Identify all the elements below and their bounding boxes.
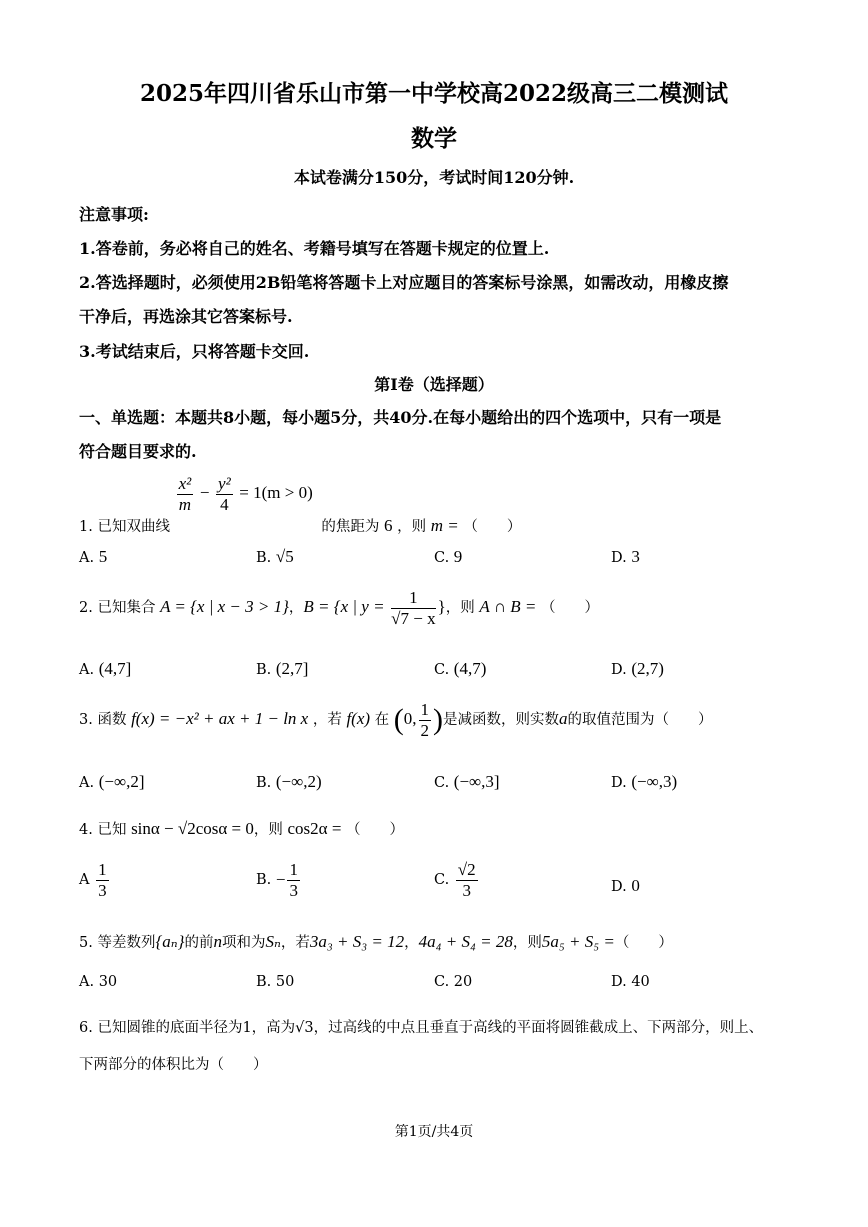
minus-sign: − xyxy=(199,483,210,503)
question-number: 6. xyxy=(79,1020,93,1036)
notice-item-2-line2: 干净后，再选涂其它答案标号. xyxy=(79,307,293,326)
function-name: f(x) xyxy=(346,709,371,729)
right-paren: ) xyxy=(433,703,443,737)
option-a: A. (−∞,2] xyxy=(79,772,145,791)
question-3 xyxy=(79,700,713,740)
question-text: 已知 xyxy=(97,822,127,838)
variable-a: a xyxy=(559,709,568,729)
question-text: 项和为 xyxy=(221,935,266,951)
question-text: 在 xyxy=(374,712,390,729)
option-a: A. 30 xyxy=(79,974,118,990)
option-b: B. √5 xyxy=(256,547,294,566)
option-a: A. (4,7] xyxy=(79,659,132,678)
function-expression: f(x) = −x² + ax + 1 − ln x xyxy=(131,709,309,729)
option-c: C. 20 xyxy=(434,974,473,990)
question-text: ，若 xyxy=(312,712,342,729)
question-number: 2. xyxy=(79,600,93,617)
question-text: 的前 xyxy=(184,935,214,951)
option-d: D. (2,7) xyxy=(611,659,664,678)
question-text: ，则 xyxy=(445,600,475,617)
fraction-y2-over-4: $\frac{\text{y²}}{4}$ xyxy=(218,474,231,514)
question-text: 已知圆锥的底面半径为1，高为√3，过高线的中点且垂直于高线的平面将圆锥截成上、下两部分，则上、 xyxy=(97,1020,764,1036)
question-2 xyxy=(79,588,599,628)
option-a: A $\frac{1}{3}$ xyxy=(79,860,107,900)
section-instruction-line1: 一、单选题：本题共8小题，每小题5分，共40分.在每小题给出的四个选项中，只有一项是 xyxy=(79,408,722,427)
question-text: 的取值范围为（ ） xyxy=(567,712,713,729)
trig-equation: sinα − √2cosα = 0 xyxy=(131,819,254,838)
option-a: A. 5 xyxy=(79,547,108,566)
trig-expression: cos2α = xyxy=(287,819,342,838)
subject-title: 数学 xyxy=(411,125,457,152)
intersection-expression: A ∩ B = xyxy=(479,597,537,617)
sequence-symbol: {aₙ} xyxy=(155,932,185,951)
option-b: B. (2,7] xyxy=(256,659,309,678)
option-c: C. $\frac{√2}{3}$ xyxy=(434,860,476,900)
notice-item-3: 3.考试结束后，只将答题卡交回. xyxy=(79,342,310,361)
exam-title: 2025年四川省乐山市第一中学校高2022级高三二模测试 xyxy=(139,80,729,107)
sum-symbol: Sₙ xyxy=(265,932,281,951)
fraction-option-a: $\frac{1}{3}$ xyxy=(98,860,107,900)
option-d: D. 40 xyxy=(611,974,650,990)
question-text: ，则 xyxy=(397,519,427,536)
equation-rhs: = 1(m > 0) xyxy=(239,483,313,503)
notice-heading: 注意事项: xyxy=(79,205,149,224)
answer-blank: （ ） xyxy=(346,822,405,838)
condition-2: 4a₄ + S₄ = 28 xyxy=(418,932,513,951)
condition-1: 3a₃ + S₃ = 12 xyxy=(309,932,405,951)
question-number: 4. xyxy=(79,822,93,838)
fraction-x2-over-m: $\frac{\text{x²}}{m}$ xyxy=(178,474,192,514)
option-b: B. − $\frac{1}{3}$ xyxy=(256,860,298,900)
fraction-1-over-sqrt: $\frac{1}{√7 - x}$ xyxy=(391,588,436,628)
question-6-line2: 下两部分的体积比为（ ） xyxy=(79,1057,268,1073)
question-text: 等差数列 xyxy=(97,935,156,951)
question-text: ，若 xyxy=(280,935,310,951)
question-text: 已知双曲线 xyxy=(97,519,170,536)
question-text: ， xyxy=(404,935,419,951)
question-text: 是减函数，则实数 xyxy=(443,712,559,729)
fraction-option-b: $\frac{1}{3}$ xyxy=(289,860,298,900)
question-number: 1. xyxy=(79,519,93,536)
page-number: 第1页/共4页 xyxy=(394,1124,474,1140)
notice-item-2-line1: 2.答选择题时，必须使用2B铅笔将答题卡上对应题目的答案标号涂黑，如需改动，用橡皮擦 xyxy=(79,273,729,292)
answer-blank: （ ） xyxy=(463,519,522,536)
question-text: ， xyxy=(288,600,304,617)
math-expression: m = xyxy=(430,516,459,536)
set-close-brace: } xyxy=(437,597,446,617)
option-c: C. 9 xyxy=(434,547,463,566)
exam-info: 本试卷满分150分，考试时间120分钟. xyxy=(293,168,575,187)
section-instruction-line2: 符合题目要求的. xyxy=(79,442,197,461)
question-text: ，则 xyxy=(253,822,283,838)
set-a-expression: A = {x | x − 3 > 1} xyxy=(160,597,289,617)
answer-blank: （ ） xyxy=(540,600,599,617)
question-text: 的焦距为 xyxy=(321,519,380,536)
option-b: B. 50 xyxy=(256,974,295,990)
fraction-1-over-2: $\frac{1}{2}$ xyxy=(420,700,429,740)
option-d: D. (−∞,3) xyxy=(611,772,678,791)
option-b: B. (−∞,2) xyxy=(256,772,322,791)
question-5 xyxy=(79,931,673,952)
set-b-expression: B = {x | y = xyxy=(303,597,385,617)
option-d: D. 0 xyxy=(611,876,640,895)
math-value: 6 xyxy=(384,516,393,536)
target-expression: 5a₅ + S₅ = xyxy=(541,932,615,951)
option-d: D. 3 xyxy=(611,547,640,566)
interval-left: 0, xyxy=(403,709,417,729)
option-c: C. (4,7) xyxy=(434,659,487,678)
question-4 xyxy=(79,818,404,839)
left-paren: ( xyxy=(393,703,404,737)
question-text: 已知集合 xyxy=(97,600,156,617)
question-number: 3. xyxy=(79,712,93,729)
notice-item-1: 1.答卷前，务必将自己的姓名、考籍号填写在答题卡规定的位置上. xyxy=(79,239,550,258)
variable-n: n xyxy=(213,932,222,951)
question-text: 函数 xyxy=(97,712,127,729)
fraction-option-c: $\frac{√2}{3}$ xyxy=(457,860,476,900)
answer-blank: （ ） xyxy=(614,935,673,951)
question-text: ，则 xyxy=(512,935,542,951)
option-c: C. (−∞,3] xyxy=(434,772,500,791)
question-number: 5. xyxy=(79,935,93,951)
volume-title: 第I卷（选择题） xyxy=(374,375,494,394)
question-6 xyxy=(79,1016,763,1037)
question-1 xyxy=(79,474,522,536)
